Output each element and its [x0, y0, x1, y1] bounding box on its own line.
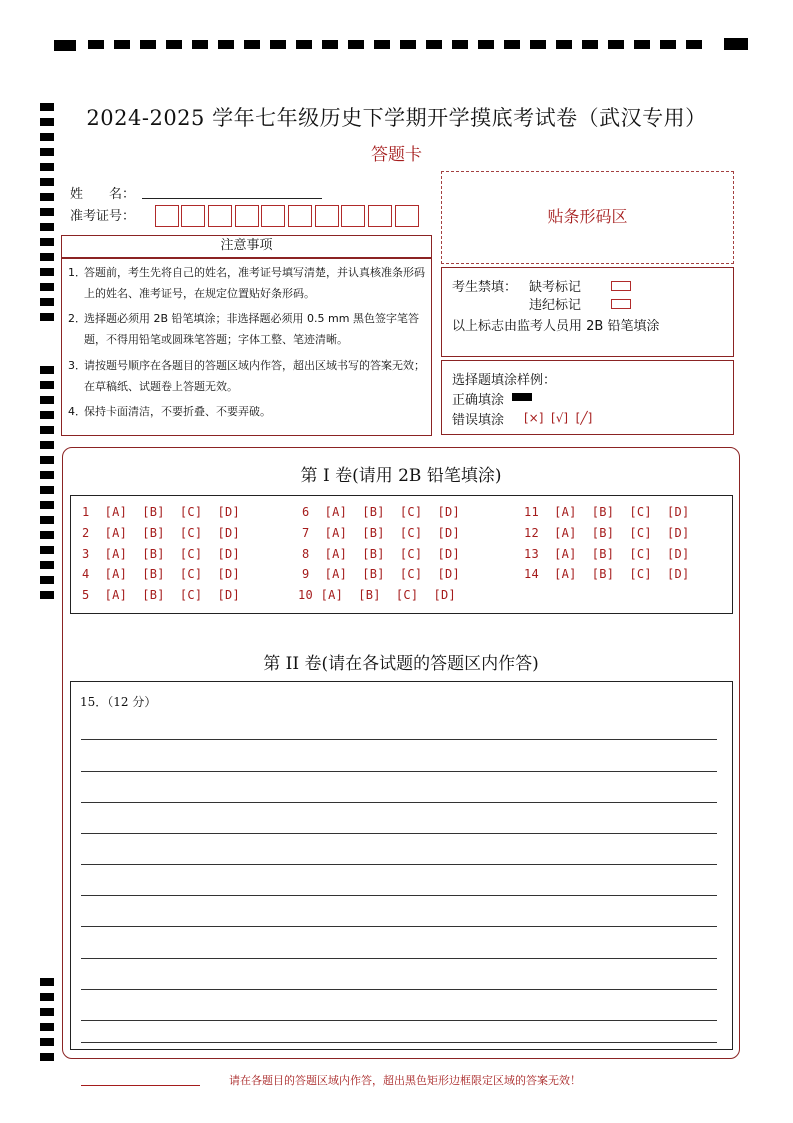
exam-marks-label: 考生禁填： [452, 280, 518, 295]
timing-mark [40, 381, 54, 389]
answer-line[interactable] [81, 833, 717, 834]
footer-note: 请在各题目的答题区域内作答，超出黑色矩形边框限定区域的答案无效！ [229, 1074, 581, 1087]
choice-question[interactable]: 3 [A] [B] [C] [D] [82, 547, 241, 561]
answer-line[interactable] [81, 958, 717, 959]
id-field[interactable] [155, 205, 421, 229]
timing-mark [686, 40, 702, 49]
name-label: 姓 名： [70, 187, 136, 202]
notice-item [68, 262, 434, 304]
timing-mark [40, 178, 54, 186]
id-digit-box[interactable] [261, 205, 285, 227]
timing-mark [244, 40, 260, 49]
timing-mark [426, 40, 442, 49]
timing-mark [40, 1038, 54, 1046]
timing-mark [40, 1008, 54, 1016]
timing-mark [452, 40, 468, 49]
violation-mark-label: 违纪标记 [529, 298, 582, 313]
choice-question[interactable]: 10 [A] [B] [C] [D] [298, 588, 457, 602]
timing-mark [582, 40, 598, 49]
answer-line[interactable] [81, 989, 717, 990]
choice-question[interactable]: 6 [A] [B] [C] [D] [302, 505, 461, 519]
exam-marks-note: 以上标志由监考人员用 2B 铅笔填涂 [452, 319, 660, 334]
timing-mark [40, 411, 54, 419]
timing-mark [270, 40, 286, 49]
timing-mark [504, 40, 520, 49]
timing-mark [166, 40, 182, 49]
correct-fill-sample [512, 393, 532, 401]
timing-mark [374, 40, 390, 49]
fill-example-title: 选择题填涂样例： [452, 373, 557, 388]
choice-question[interactable]: 5 [A] [B] [C] [D] [82, 588, 241, 602]
timing-mark [192, 40, 208, 49]
timing-mark [660, 40, 676, 49]
timing-mark [530, 40, 546, 49]
timing-mark [724, 38, 748, 50]
section1-title: 第 I 卷(请用 2B 铅笔填涂) [300, 466, 502, 486]
barcode-area [441, 171, 734, 264]
timing-mark [40, 366, 54, 374]
choice-question[interactable]: 8 [A] [B] [C] [D] [302, 547, 461, 561]
timing-mark [40, 456, 54, 464]
notice-header [61, 235, 432, 259]
page-title: 2024-2025 学年七年级历史下学期开学摸底考试卷（武汉专用） [86, 106, 707, 130]
timing-mark [40, 591, 54, 599]
notice-item-number: 4． [68, 405, 86, 418]
notice-item-number: 1． [68, 266, 86, 279]
wrong-fill-label: 错误填涂 [452, 413, 505, 428]
timing-mark [40, 283, 54, 291]
timing-mark [40, 1053, 54, 1061]
id-digit-box[interactable] [315, 205, 339, 227]
id-label: 准考证号： [70, 209, 136, 224]
id-digit-box[interactable] [235, 205, 259, 227]
question-15-label: 15．（12 分） [80, 695, 157, 709]
timing-mark [40, 993, 54, 1001]
choice-question[interactable]: 4 [A] [B] [C] [D] [82, 567, 241, 581]
id-digit-box[interactable] [395, 205, 419, 227]
answer-line[interactable] [81, 1020, 717, 1021]
timing-mark [40, 253, 54, 261]
timing-mark [40, 396, 54, 404]
choice-question[interactable]: 14 [A] [B] [C] [D] [524, 567, 690, 581]
timing-mark [322, 40, 338, 49]
answer-line[interactable] [81, 802, 717, 803]
notice-item [68, 308, 434, 350]
notice-heading: 注意事项 [220, 238, 273, 253]
choice-question[interactable]: 11 [A] [B] [C] [D] [524, 505, 690, 519]
choice-question[interactable]: 12 [A] [B] [C] [D] [524, 526, 690, 540]
notice-item-text: 请按题号顺序在各题目的答题区域内作答，超出区域书写的答案无效；在草稿纸、试题卷上答题无效。 [84, 359, 425, 393]
choice-question[interactable]: 1 [A] [B] [C] [D] [82, 505, 241, 519]
notice-item-number: 2． [68, 312, 86, 325]
timing-mark [40, 193, 54, 201]
timing-mark [400, 40, 416, 49]
notice-box [61, 257, 432, 436]
timing-mark [40, 298, 54, 306]
notice-item-number: 3． [68, 359, 86, 372]
timing-mark [40, 1023, 54, 1031]
notice-item [68, 355, 434, 397]
timing-mark [296, 40, 312, 49]
answer-line[interactable] [81, 895, 717, 896]
timing-mark [40, 561, 54, 569]
timing-mark [40, 223, 54, 231]
timing-mark [40, 238, 54, 246]
id-digit-box[interactable] [368, 205, 392, 227]
timing-mark [348, 40, 364, 49]
correct-fill-label: 正确填涂 [452, 393, 505, 408]
section2-box[interactable] [70, 681, 733, 1050]
timing-mark [40, 978, 54, 986]
answer-line[interactable] [81, 771, 717, 772]
timing-mark [40, 486, 54, 494]
notice-item [68, 401, 434, 422]
timing-mark [54, 40, 76, 51]
timing-mark [608, 40, 624, 49]
absent-mark-label: 缺考标记 [529, 280, 582, 295]
id-digit-box[interactable] [181, 205, 205, 227]
timing-mark [478, 40, 494, 49]
choice-question[interactable]: 13 [A] [B] [C] [D] [524, 547, 690, 561]
choice-question[interactable]: 2 [A] [B] [C] [D] [82, 526, 241, 540]
choice-question[interactable]: 9 [A] [B] [C] [D] [302, 567, 461, 581]
answer-line[interactable] [81, 739, 717, 740]
notice-item-text: 保持卡面清洁，不要折叠、不要弄破。 [84, 405, 271, 418]
timing-mark [140, 40, 156, 49]
choice-question[interactable]: 7 [A] [B] [C] [D] [302, 526, 461, 540]
timing-mark [218, 40, 234, 49]
timing-mark [40, 441, 54, 449]
timing-mark [40, 516, 54, 524]
absent-mark-box[interactable] [611, 281, 631, 291]
timing-mark [40, 268, 54, 276]
timing-mark [634, 40, 650, 49]
timing-mark [114, 40, 130, 49]
timing-mark [40, 313, 54, 321]
timing-mark [40, 208, 54, 216]
answer-line[interactable] [81, 926, 717, 927]
notice-item-text: 选择题必须用 2B 铅笔填涂；非选择题必须用 0.5 mm 黑色签字笔答题，不得用铅笔或圆珠笔答题；字体工整、笔迹清晰。 [84, 312, 419, 346]
id-digit-box[interactable] [288, 205, 312, 227]
answer-line[interactable] [81, 1042, 717, 1043]
timing-mark [88, 40, 104, 49]
exam-marks-box [441, 267, 734, 357]
timing-mark [40, 471, 54, 479]
page-subtitle: 答题卡 [371, 145, 422, 165]
timing-mark [40, 546, 54, 554]
timing-mark [40, 576, 54, 584]
footer-underline [81, 1085, 200, 1086]
violation-mark-box[interactable] [611, 299, 631, 309]
wrong-fill-samples: [×] [√] [╱] [524, 411, 593, 425]
timing-mark [40, 426, 54, 434]
id-digit-box[interactable] [208, 205, 232, 227]
timing-mark [40, 501, 54, 509]
fill-example-box [441, 360, 734, 435]
notice-item-text: 答题前，考生先将自己的姓名，准考证号填写清楚，并认真核准条形码上的姓名、准考证号，在规定位置贴好条形码。 [84, 266, 425, 300]
answer-line[interactable] [81, 864, 717, 865]
name-field[interactable] [142, 198, 322, 199]
timing-mark [40, 531, 54, 539]
section2-title: 第 II 卷(请在各试题的答题区内作答) [263, 654, 539, 674]
barcode-label: 贴条形码区 [547, 207, 628, 226]
id-digit-box[interactable] [341, 205, 365, 227]
id-digit-box[interactable] [155, 205, 179, 227]
timing-mark [556, 40, 572, 49]
